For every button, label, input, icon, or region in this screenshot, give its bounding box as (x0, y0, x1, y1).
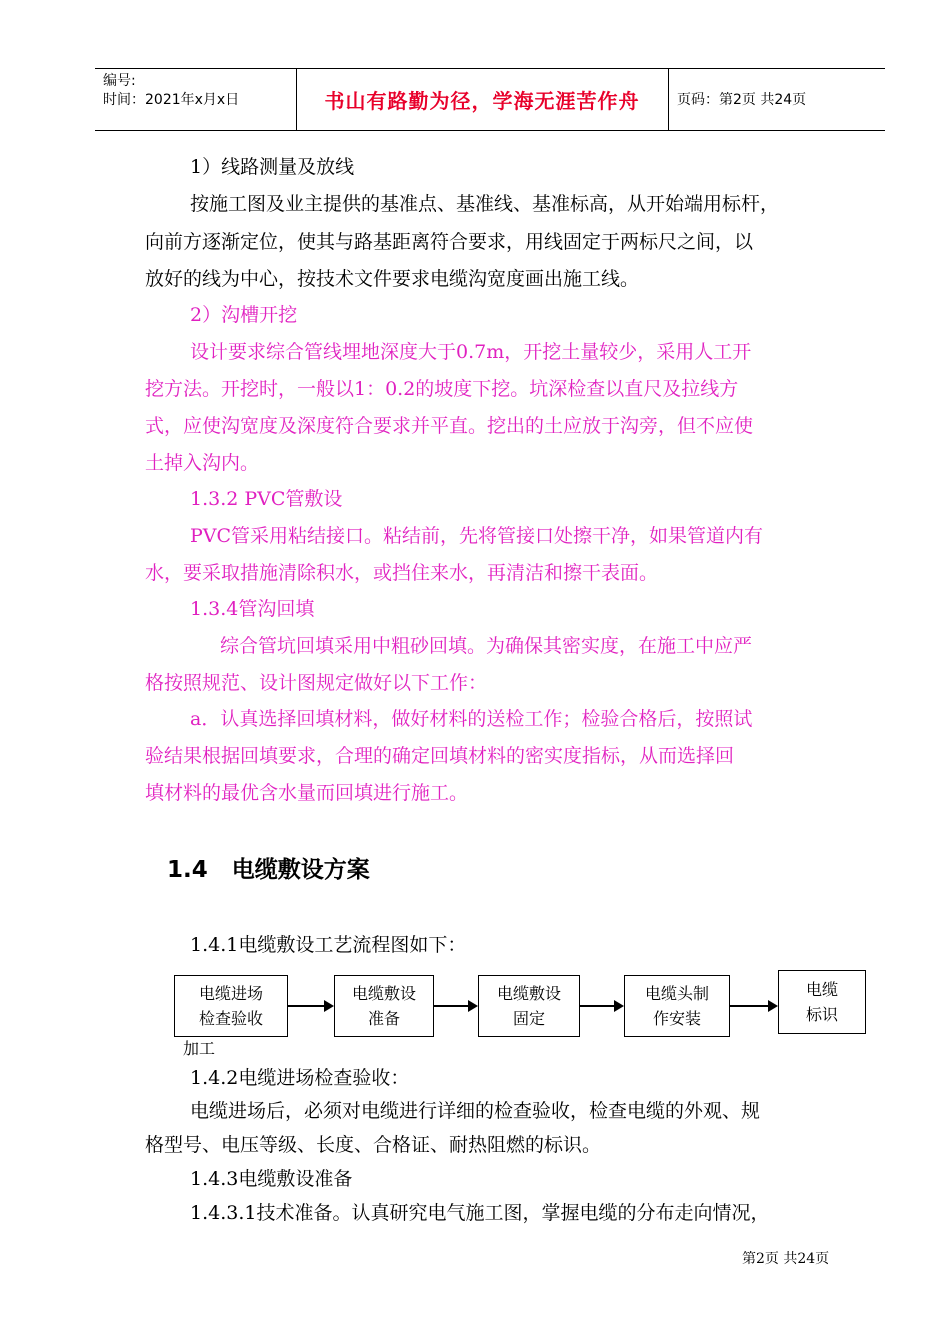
paragraph-line: 验结果根据回填要求，合理的确定回填材料的密实度指标，从而选择回 (145, 745, 735, 767)
header-divider (668, 69, 669, 130)
flow-step-box (478, 975, 580, 1037)
flow-extra-label: 加工 (183, 1039, 216, 1058)
flow-step-line: 检查验收 (198, 1009, 263, 1028)
paragraph-line: 设计要求综合管线埋地深度大于0.7m，开挖土量较少，采用人工开 (190, 341, 752, 363)
paragraph-line: 综合管坑回填采用中粗砂回填。为确保其密实度，在施工中应严 (220, 635, 753, 657)
paragraph-line: 格按照规范、设计图规定做好以下工作： (145, 672, 488, 694)
flow-step-box (174, 975, 288, 1037)
flow-step-line: 电缆头制 (644, 984, 709, 1003)
paragraph-line: 式，应使沟宽度及深度符合要求并平直。挖出的土应放于沟旁，但不应使 (145, 415, 754, 437)
paragraph-line: 挖方法。开挖时，一般以1：0.2的坡度下挖。坑深检查以直尺及拉线方 (145, 378, 739, 400)
section-title: 1.4.2电缆进场检查验收： (190, 1067, 410, 1089)
flow-step-box (778, 970, 866, 1034)
flow-arrow-icon (434, 1005, 476, 1007)
flow-step-line: 固定 (512, 1009, 545, 1028)
paragraph-line: 放好的线为中心，按技术文件要求电缆沟宽度画出施工线。 (145, 268, 640, 290)
paragraph-line: 1.4.3.1技术准备。认真研究电气施工图，掌握电缆的分布走向情况， (190, 1202, 770, 1224)
flow-step-line: 作安装 (652, 1009, 701, 1028)
flow-step-line: 电缆敷设 (351, 984, 416, 1003)
paragraph-line: 格型号、电压等级、长度、合格证、耐热阻燃的标识。 (145, 1134, 602, 1156)
footer-page-number: 第2页 共24页 (742, 1251, 830, 1267)
section-title: 1）线路测量及放线 (190, 156, 355, 178)
paragraph-line: 按施工图及业主提供的基准点、基准线、基准标高，从开始端用标杆， (190, 193, 780, 215)
flow-intro: 1.4.1电缆敷设工艺流程图如下： (190, 934, 467, 956)
doc-number-label: 编号: (103, 73, 136, 89)
header-page-number: 页码：第2页 共24页 (677, 92, 807, 108)
header-motto: 书山有路勤为径，学海无涯苦作舟 (324, 89, 640, 113)
flow-step-box (334, 975, 434, 1037)
flow-step-line: 准备 (367, 1009, 400, 1028)
paragraph-line: 水，要采取措施清除积水，或挡住来水，再清洁和擦干表面。 (145, 562, 659, 584)
section-heading (167, 851, 370, 884)
section-title: 1.3.2 PVC管敷设 (190, 488, 343, 510)
heading-number: 1.4 (167, 857, 208, 883)
flow-arrow-icon (730, 1005, 776, 1007)
section-title: 1.3.4管沟回填 (190, 598, 315, 620)
paragraph-line: 电缆进场后，必须对电缆进行详细的检查验收，检查电缆的外观、规 (190, 1100, 761, 1122)
flow-step-line: 电缆进场 (198, 984, 263, 1003)
paragraph-line: 土掉入沟内。 (145, 452, 260, 474)
page-header (95, 68, 885, 131)
paragraph-line: 填材料的最优含水量而回填进行施工。 (145, 782, 469, 804)
section-title: 2）沟槽开挖 (190, 304, 298, 326)
paragraph-line: a．认真选择回填材料，做好材料的送检工作；检验合格后，按照试 (190, 708, 753, 730)
heading-text: 电缆敷设方案 (231, 857, 370, 883)
paragraph-line: PVC管采用粘结接口。粘结前，先将管接口处擦干净，如果管道内有 (190, 525, 764, 547)
flow-arrow-icon (288, 1005, 332, 1007)
flow-step-line: 标识 (805, 1005, 838, 1024)
flow-step-line: 电缆 (805, 980, 838, 999)
flow-step-box (624, 975, 730, 1037)
doc-time-label: 时间：2021年x月x日 (103, 92, 240, 108)
section-title: 1.4.3电缆敷设准备 (190, 1168, 353, 1190)
flow-step-line: 电缆敷设 (496, 984, 561, 1003)
paragraph-line: 向前方逐渐定位，使其与路基距离符合要求，用线固定于两标尺之间，以 (145, 231, 754, 253)
flow-arrow-icon (580, 1005, 622, 1007)
